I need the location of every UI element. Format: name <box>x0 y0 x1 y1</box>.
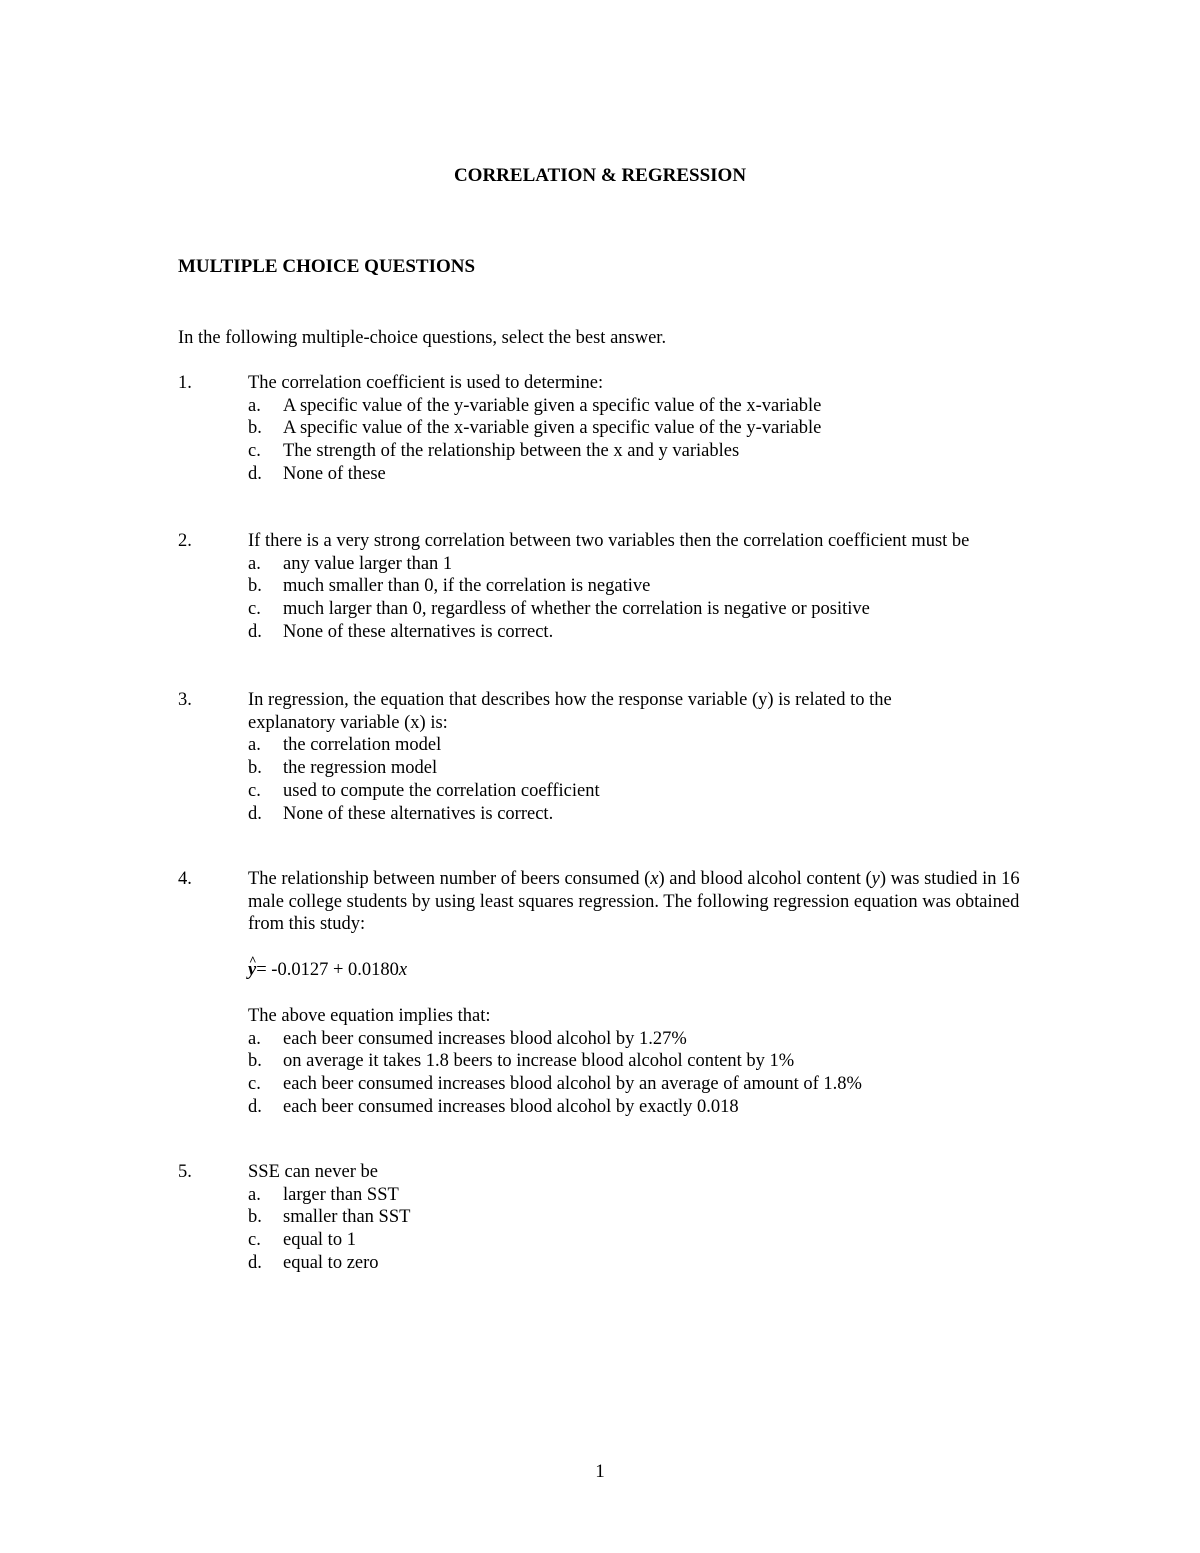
option-letter: b. <box>248 576 262 597</box>
option-text: None of these alternatives is correct. <box>283 621 554 642</box>
answer-option-d <box>248 803 968 826</box>
option-letter: b. <box>248 1207 262 1228</box>
option-letter: c. <box>248 780 261 801</box>
option-text: each beer consumed increases blood alcohol by an average of amount of 1.8% <box>283 1073 862 1094</box>
answer-option-a <box>248 553 1048 576</box>
option-text: used to compute the correlation coefficient <box>283 780 600 801</box>
option-text: each beer consumed increases blood alcohol by exactly 0.018 <box>283 1096 739 1117</box>
instructions-text: In the following multiple-choice questions, select the best answer. <box>178 328 667 348</box>
option-text: the correlation model <box>283 735 442 756</box>
question-number: 3. <box>178 690 192 710</box>
option-letter: c. <box>248 1073 261 1094</box>
equation-variable: x <box>398 960 408 981</box>
option-letter: d. <box>248 1252 262 1273</box>
option-letter: d. <box>248 1096 262 1117</box>
option-text: A specific value of the y-variable given a specific value of the x-variable <box>283 395 822 416</box>
answer-options <box>248 734 968 825</box>
option-text: equal to zero <box>283 1252 379 1273</box>
page-number: 1 <box>595 1461 605 1482</box>
option-text: The strength of the relationship between the x and y variables <box>283 441 740 462</box>
option-letter: a. <box>248 1028 261 1049</box>
option-letter: c. <box>248 599 261 620</box>
question-1 <box>178 372 1048 486</box>
question-stem: In regression, the equation that describes how the response variable (y) is related to the explanatory variable (x) is: <box>248 690 892 733</box>
stem-variable-y: y <box>871 869 880 889</box>
stem-variable-x: x <box>650 869 659 889</box>
section-title: MULTIPLE CHOICE QUESTIONS <box>178 256 476 277</box>
answer-option-d <box>248 463 1048 486</box>
answer-options <box>248 553 1048 644</box>
option-letter: d. <box>248 621 262 642</box>
option-text: any value larger than 1 <box>283 553 453 574</box>
equation-terms: = -0.0127 + 0.0180 <box>256 960 399 981</box>
answer-option-a <box>248 1184 1048 1207</box>
option-text: equal to 1 <box>283 1230 356 1251</box>
option-letter: b. <box>248 1051 262 1072</box>
answer-option-c <box>248 1229 1048 1252</box>
option-letter: b. <box>248 418 262 439</box>
question-4 <box>178 868 1048 1118</box>
option-letter: b. <box>248 758 262 779</box>
y-hat-symbol: ^ y <box>248 959 256 982</box>
answer-option-a <box>248 395 1048 418</box>
answer-option-c <box>248 440 1048 463</box>
regression-equation <box>248 959 1028 982</box>
answer-option-b <box>248 575 1048 598</box>
answer-option-a <box>248 734 968 757</box>
question-stem: The correlation coefficient is used to determine: <box>248 373 604 393</box>
option-letter: a. <box>248 395 261 416</box>
answer-option-d <box>248 621 1048 644</box>
option-text: larger than SST <box>283 1184 399 1205</box>
document-title: CORRELATION & REGRESSION <box>453 165 747 186</box>
question-5 <box>178 1161 1048 1275</box>
question-number: 1. <box>178 373 192 393</box>
answer-options <box>248 395 1048 486</box>
answer-options <box>248 1028 1028 1119</box>
option-letter: c. <box>248 441 261 462</box>
option-letter: a. <box>248 1184 261 1205</box>
question-number: 5. <box>178 1162 192 1182</box>
option-text: smaller than SST <box>283 1207 411 1228</box>
question-stem: If there is a very strong correlation between two variables then the correlation coefficient must be <box>248 531 970 551</box>
option-text: None of these <box>283 463 386 484</box>
option-letter: a. <box>248 553 261 574</box>
answer-option-b <box>248 1206 1048 1229</box>
option-text: None of these alternatives is correct. <box>283 803 554 824</box>
option-letter: a. <box>248 735 261 756</box>
option-text: A specific value of the x-variable given a specific value of the y-variable <box>283 418 822 439</box>
option-text: much smaller than 0, if the correlation is negative <box>283 576 651 597</box>
question-number: 4. <box>178 869 192 889</box>
stem-text: ) and blood alcohol content ( <box>658 869 872 889</box>
answer-option-d <box>248 1252 1048 1275</box>
question-stem <box>248 868 1028 936</box>
stem-text: The relationship between number of beers consumed ( <box>248 869 651 889</box>
answer-options <box>248 1184 1048 1275</box>
option-letter: d. <box>248 463 262 484</box>
answer-option-a <box>248 1028 1028 1051</box>
answer-option-b <box>248 417 1048 440</box>
answer-option-c <box>248 1073 1028 1096</box>
question-2 <box>178 530 1048 644</box>
option-letter: c. <box>248 1230 261 1251</box>
question-stem: SSE can never be <box>248 1162 378 1182</box>
answer-option-c <box>248 598 1048 621</box>
option-text: the regression model <box>283 758 438 779</box>
option-text: each beer consumed increases blood alcohol by 1.27% <box>283 1028 687 1049</box>
option-text: on average it takes 1.8 beers to increase blood alcohol content by 1% <box>283 1051 795 1072</box>
option-text: much larger than 0, regardless of whether the correlation is negative or positive <box>283 599 870 620</box>
question-3 <box>178 689 1048 825</box>
stem-text: ) was studied in 16 male college students by using least squares regression. The following regression equation was obtained from this study: <box>248 869 1020 935</box>
answer-option-c <box>248 780 968 803</box>
answer-option-b <box>248 757 968 780</box>
answer-option-b <box>248 1050 1028 1073</box>
answer-option-d <box>248 1096 1028 1119</box>
option-letter: d. <box>248 803 262 824</box>
question-followup: The above equation implies that: <box>248 1005 491 1026</box>
question-number: 2. <box>178 531 192 551</box>
